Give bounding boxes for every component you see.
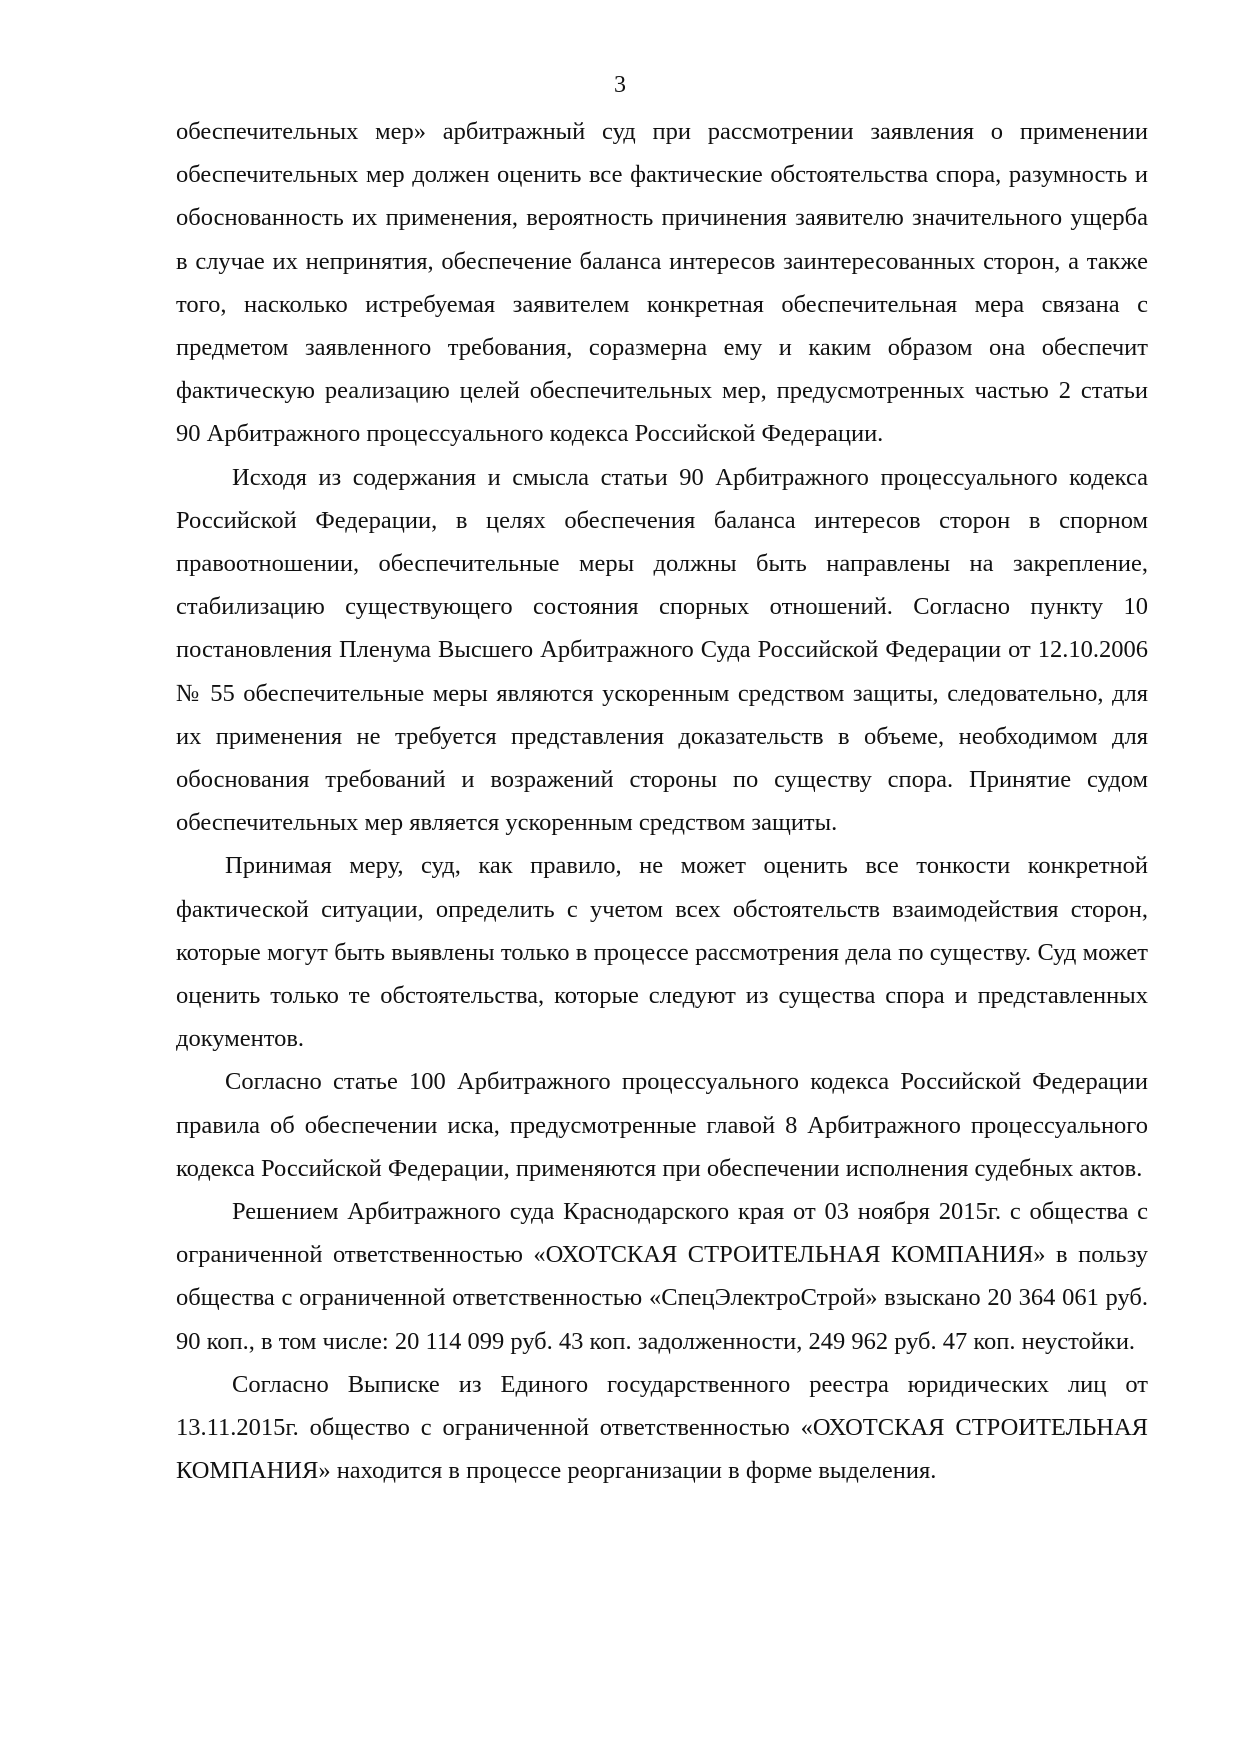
paragraph-article-100: Согласно статье 100 Арбитражного процессуального кодекса Российской Федерации правила об обеспечении иска, предусмотренные главой 8 Арбитражного процессуального кодекса Российской Федерации, применяются при обеспечении исполнения судебных актов. xyxy=(176,1068,1148,1182)
page-number: 3 xyxy=(614,72,626,98)
paragraph-article-90: Исходя из содержания и смысла статьи 90 Арбитражного процессуального кодекса Российской Федерации, в целях обеспечения баланса интересов сторон в спорном правоотношении, обеспечительные меры должны быть направлены на закрепление, стабилизацию существующего состояния спорных отношений. Согласно пункту 10 постановления Пленума Высшего Арбитражного Суда Российской Федерации от 12.10.2006 № 55 обеспечительные меры являются ускоренным средством защиты, следовательно, для их применения не требуется представления доказательств в объеме, необходимом для обоснования требований и возражений стороны по существу спора. Принятие судом обеспечительных мер является ускоренным средством защиты. xyxy=(176,463,1148,837)
paragraph-continuation: обеспечительных мер» арбитражный суд при рассмотрении заявления о применении обеспечительных мер должен оценить все фактические обстоятельства спора, разумность и обоснованность их применения, вероятность причинения заявителю значительного ущерба в случае их непринятия, обеспечение баланса интересов заинтересованных сторон, а также того, насколько истребуемая заявителем конкретная обеспечительная мера связана с предметом заявленного требования, соразмерна ему и каким образом она обеспечит фактическую реализацию целей обеспечительных мер, предусмотренных частью 2 статьи 90 Арбитражного процессуального кодекса Российской Федерации. xyxy=(176,118,1148,448)
paragraph-court-measure: Принимая меру, суд, как правило, не может оценить все тонкости конкретной фактической ситуации, определить с учетом всех обстоятельств взаимодействия сторон, которые могут быть выявлены только в процессе рассмотрения дела по существу. Суд может оценить только те обстоятельства, которые следуют из существа спора и представленных документов. xyxy=(176,852,1148,1053)
document-body xyxy=(176,110,1148,1493)
paragraph-registry-extract: Согласно Выписке из Единого государственного реестра юридических лиц от 13.11.2015г. общество с ограниченной ответственностью «ОХОТСКАЯ СТРОИТЕЛЬНАЯ КОМПАНИЯ» находится в процессе реорганизации в форме выделения. xyxy=(176,1370,1148,1485)
paragraph-court-decision: Решением Арбитражного суда Краснодарского края от 03 ноября 2015г. с общества с ограниченной ответственностью «ОХОТСКАЯ СТРОИТЕЛЬНАЯ КОМПАНИЯ» в пользу общества с ограниченной ответственностью «СпецЭлектроСтрой» взыскано 20 364 061 руб. 90 коп., в том числе: 20 114 099 руб. 43 коп. задолженности, 249 962 руб. 47 коп. неустойки. xyxy=(176,1198,1148,1355)
